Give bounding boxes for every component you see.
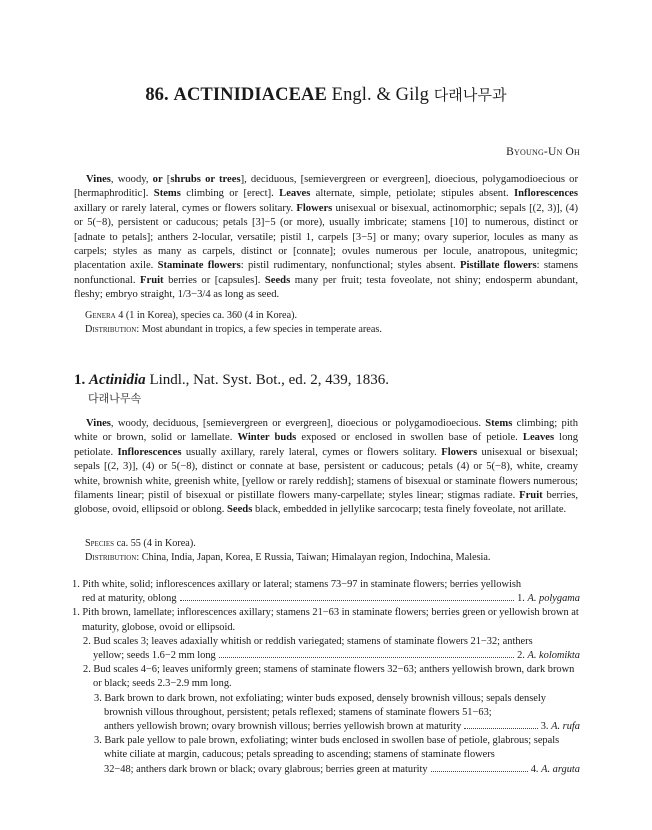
key-taxon: 3. A. rufa	[540, 721, 580, 733]
genus-number: 1.	[74, 372, 86, 388]
key-taxon: 2. A. kolomikta	[517, 650, 580, 662]
key-lead	[82, 592, 580, 606]
identification-key	[72, 578, 580, 777]
family-number: 86.	[145, 85, 169, 105]
family-authority: Engl. & Gilg	[331, 85, 429, 105]
key-lead-text: 32−48; anthers dark brown or black; ovary glabrous; berries green at maturity	[104, 763, 428, 775]
key-lead	[104, 720, 580, 734]
family-genera-count: Genera 4 (1 in Korea), species ca. 360 (4 in Korea).	[85, 310, 298, 321]
key-lead	[104, 763, 580, 777]
key-text: Pith brown, lamellate; inflorescences axillary; stamens 21−63 in staminate flowers; berries green or yellowish brown at maturity, globose, ovoid or ellipsoid.	[82, 607, 579, 633]
key-text: Bud scales 3; leaves adaxially whitish or reddish variegated; stamens of staminate flowers 21−32; anthers	[93, 635, 533, 647]
genus-korean-name: 다래나무속	[88, 392, 142, 405]
leader-dots	[219, 657, 514, 658]
family-title	[0, 84, 652, 106]
key-text: Bark pale yellow to pale brown, exfoliating; winter buds enclosed in swollen base of petiole, glabrous; sepals white ciliate at margin, caducous; petals spreading to ascending; stamens of staminate flowers	[104, 735, 560, 761]
family-distribution: Distribution: Most abundant in tropics, a few species in temperate areas.	[85, 324, 382, 335]
key-couplet-1b	[72, 606, 580, 634]
key-couplet-3a	[94, 692, 580, 735]
key-taxon: 1. A. polygama	[517, 593, 580, 605]
key-couplet-2b	[83, 663, 580, 691]
key-lead-text: red at maturity, oblong	[82, 593, 177, 605]
genus-name: Actinidia	[89, 372, 146, 388]
leader-dots	[464, 728, 537, 729]
key-number: 2.	[83, 635, 91, 647]
leader-dots	[180, 600, 515, 601]
key-number: 3.	[94, 692, 102, 704]
genus-description: Vines, woody, deciduous, [semievergreen or evergreen], dioecious or polygamodioecious. Stems climbing; pith white or brown, solid or lamellate. Winter buds exposed or enclosed in swollen base of petiole. Leaves long petiolate. Inflorescences usually axillary, rarely lateral, cymes or flowers solitary. Flowers unisexual or bisexual; sepals [(2, 3)], (4) or 5(−8), distinct or connate at base, persistent or caducous; petals (4) or 5(−8), white, creamy white, brownish white, greenish white, [yellow or rarely reddish]; stamens of bisexual or staminate flowers numerous; filaments linear; pistil of bisexual or pistillate flowers many-carpellate; styles linear; stigmas radiate. Fruit berries, globose, ovoid, ellipsoid or oblong. Seeds black, embedded in jellylike sarcocarp; testa finely foveolate, not arillate.	[74, 418, 579, 516]
family-description: Vines, woody, or [shrubs or trees], deciduous, [semievergreen or evergreen], dioecious, polygamodioecious or [hermaphroditic]. Stems climbing or [erect]. Leaves alternate, simple, petiolate; stipules absent. Inflorescences axillary or rarely lateral, cymes or flowers solitary. Flowers unisexual or bisexual, actinomorphic; sepals [(2, 3)], (4) or 5(−8), persistent or caducous; petals [3]−5 (or more), usually imbricate; stamens [10] to numerous, distinct or [adnate to petals]; anthers 2-locular, versatile; pistil 1, carpels [3−5] or many; ovary superior, locules as many as carpels; styles as many as carpels, distinct or [connate]; ovules numerous per locule, anatropous, unitegmic; placentation axile. Staminate flowers: pistil rudimentary, nonfunctional; styles absent. Pistillate flowers: stamens nonfunctional. Fruit berries or [capsules]. Seeds many per fruit; testa foveolate, not shiny; endosperm abundant, fleshy; embryo straight, 1/3−3/4 as long as seed.	[74, 174, 579, 301]
key-taxon: 4. A. arguta	[530, 763, 580, 775]
leader-dots	[431, 771, 528, 772]
key-number: 2.	[83, 664, 91, 676]
key-text: Bud scales 4−6; leaves uniformly green; stamens of staminate flowers 32−63; anthers yellowish brown, dark brown or black; seeds 2.3−2.9 mm long.	[93, 664, 575, 690]
key-text: Pith white, solid; inflorescences axillary or lateral; stamens 73−97 in staminate flowers; berries yellowish	[82, 579, 522, 590]
key-couplet-3b	[94, 734, 580, 777]
key-number: 1.	[72, 579, 80, 590]
key-lead-text: yellow; seeds 1.6−2 mm long	[93, 650, 216, 662]
author-name: Byoung-Un Oh	[506, 146, 580, 158]
family-name: ACTINIDIACEAE	[173, 85, 327, 105]
genus-heading	[74, 372, 389, 389]
genus-distribution: Distribution: China, India, Japan, Korea, E Russia, Taiwan; Himalayan region, Indochina, Malesia.	[85, 552, 491, 563]
key-couplet-2a	[83, 635, 580, 663]
key-number: 1.	[72, 607, 80, 619]
key-lead	[93, 649, 580, 663]
key-text: Bark brown to dark brown, not exfoliating; winter buds exposed, densely brownish villous; sepals densely brownish villous throughout, persistent; petals reflexed; stamens of staminate flowers 51−63;	[104, 692, 546, 718]
genus-species-count: Species ca. 55 (4 in Korea).	[85, 538, 196, 549]
key-lead-text: anthers yellowish brown; ovary brownish villous; berries yellowish brown at maturity	[104, 721, 462, 733]
family-korean-name: 다래나무과	[433, 86, 507, 104]
key-number: 3.	[94, 735, 102, 747]
key-couplet-1a	[72, 578, 580, 606]
genus-citation: Lindl., Nat. Syst. Bot., ed. 2, 439, 1836.	[145, 372, 390, 388]
